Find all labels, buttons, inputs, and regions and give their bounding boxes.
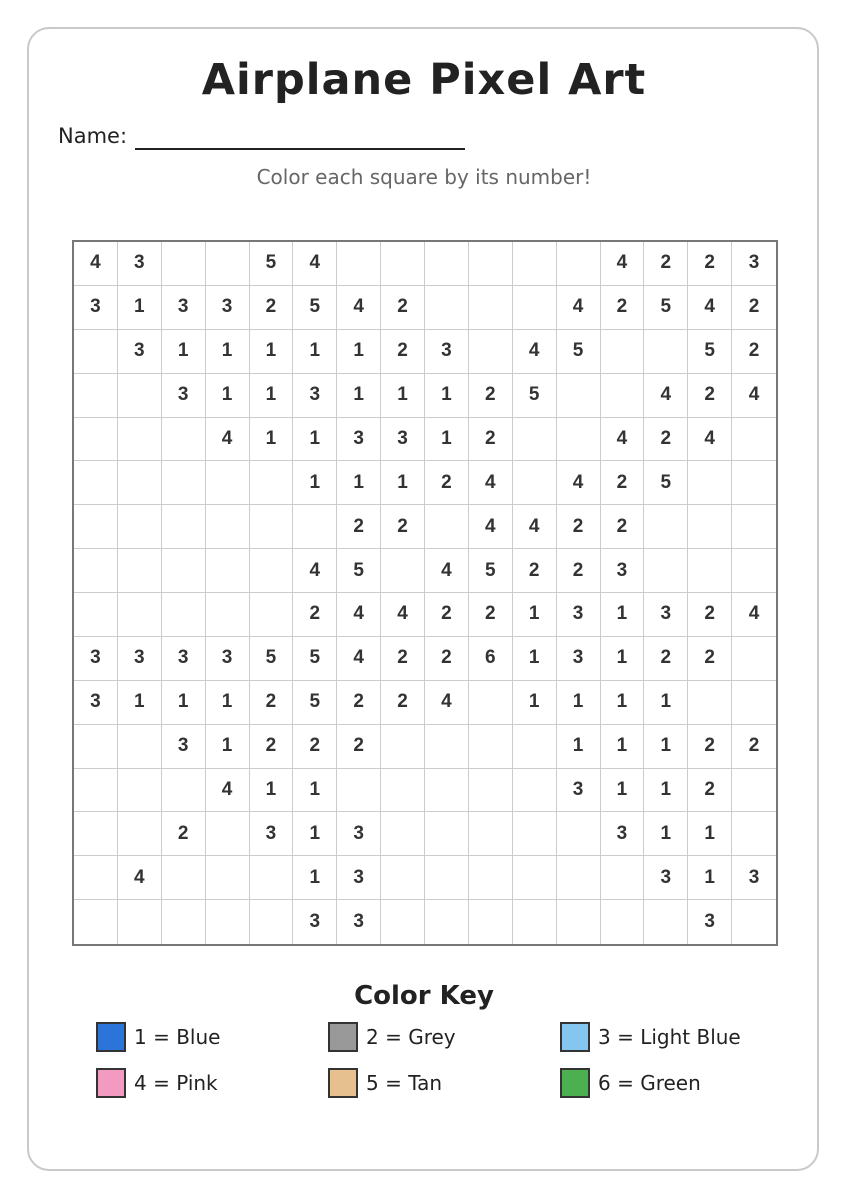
grid-cell[interactable] bbox=[732, 418, 776, 462]
grid-cell[interactable]: 1 bbox=[162, 681, 206, 725]
grid-cell[interactable] bbox=[469, 681, 513, 725]
grid-cell[interactable]: 5 bbox=[337, 549, 381, 593]
grid-cell[interactable]: 3 bbox=[337, 812, 381, 856]
grid-cell[interactable] bbox=[688, 549, 732, 593]
name-row bbox=[58, 122, 465, 150]
grid-cell[interactable] bbox=[74, 505, 118, 549]
grid-cell[interactable]: 3 bbox=[337, 418, 381, 462]
grid-cell[interactable] bbox=[250, 593, 294, 637]
grid-cell[interactable] bbox=[118, 593, 162, 637]
grid-cell[interactable]: 3 bbox=[557, 637, 601, 681]
color-swatch bbox=[328, 1068, 358, 1098]
grid-cell[interactable]: 1 bbox=[250, 374, 294, 418]
grid-cell[interactable] bbox=[469, 286, 513, 330]
grid-cell[interactable] bbox=[732, 505, 776, 549]
grid-cell[interactable]: 4 bbox=[425, 681, 469, 725]
grid-cell[interactable] bbox=[206, 856, 250, 900]
grid-cell[interactable] bbox=[469, 900, 513, 944]
grid-cell[interactable]: 1 bbox=[688, 856, 732, 900]
grid-cell[interactable] bbox=[513, 900, 557, 944]
grid-cell[interactable]: 2 bbox=[250, 286, 294, 330]
grid-cell[interactable] bbox=[337, 769, 381, 813]
grid-cell[interactable]: 1 bbox=[337, 330, 381, 374]
grid-cell[interactable]: 1 bbox=[250, 418, 294, 462]
color-swatch bbox=[560, 1022, 590, 1052]
grid-cell[interactable] bbox=[118, 461, 162, 505]
grid-cell[interactable]: 1 bbox=[381, 374, 425, 418]
grid-cell[interactable] bbox=[732, 769, 776, 813]
grid-cell[interactable]: 4 bbox=[469, 505, 513, 549]
grid-cell[interactable]: 1 bbox=[293, 769, 337, 813]
grid-cell[interactable] bbox=[425, 856, 469, 900]
color-key-item bbox=[560, 1066, 701, 1100]
grid-cell[interactable] bbox=[250, 505, 294, 549]
grid-cell[interactable]: 2 bbox=[293, 725, 337, 769]
grid-cell[interactable]: 1 bbox=[293, 856, 337, 900]
grid-cell[interactable]: 2 bbox=[337, 505, 381, 549]
grid-cell[interactable]: 2 bbox=[688, 242, 732, 286]
grid-cell[interactable]: 1 bbox=[557, 681, 601, 725]
grid-cell[interactable]: 2 bbox=[381, 330, 425, 374]
grid-cell[interactable] bbox=[425, 505, 469, 549]
grid-cell[interactable]: 4 bbox=[732, 374, 776, 418]
grid-cell[interactable]: 2 bbox=[250, 681, 294, 725]
grid-cell[interactable]: 4 bbox=[381, 593, 425, 637]
grid-cell[interactable] bbox=[293, 505, 337, 549]
grid-cell[interactable]: 2 bbox=[250, 725, 294, 769]
grid-cell[interactable] bbox=[425, 900, 469, 944]
grid-cell[interactable] bbox=[74, 374, 118, 418]
grid-cell[interactable]: 3 bbox=[74, 286, 118, 330]
grid-cell[interactable] bbox=[688, 681, 732, 725]
grid-cell[interactable]: 2 bbox=[601, 286, 645, 330]
grid-cell[interactable] bbox=[513, 725, 557, 769]
color-key-item bbox=[328, 1020, 456, 1054]
grid-cell[interactable]: 4 bbox=[337, 286, 381, 330]
grid-cell[interactable]: 1 bbox=[688, 812, 732, 856]
grid-cell[interactable] bbox=[644, 549, 688, 593]
grid-cell[interactable] bbox=[425, 725, 469, 769]
grid-cell[interactable]: 3 bbox=[293, 900, 337, 944]
grid-cell[interactable]: 3 bbox=[74, 681, 118, 725]
grid-cell[interactable]: 2 bbox=[601, 505, 645, 549]
grid-cell[interactable] bbox=[118, 549, 162, 593]
name-blank-line[interactable] bbox=[135, 126, 465, 150]
grid-cell[interactable]: 1 bbox=[513, 637, 557, 681]
grid-cell[interactable]: 4 bbox=[293, 242, 337, 286]
grid-cell[interactable]: 3 bbox=[162, 637, 206, 681]
grid-cell[interactable] bbox=[469, 856, 513, 900]
grid-cell[interactable]: 4 bbox=[688, 286, 732, 330]
grid-cell[interactable]: 5 bbox=[557, 330, 601, 374]
grid-cell[interactable]: 4 bbox=[601, 242, 645, 286]
grid-cell[interactable]: 3 bbox=[293, 374, 337, 418]
grid-cell[interactable] bbox=[469, 725, 513, 769]
grid-cell[interactable]: 2 bbox=[293, 593, 337, 637]
grid-cell[interactable]: 2 bbox=[732, 330, 776, 374]
grid-cell[interactable] bbox=[557, 812, 601, 856]
grid-cell[interactable] bbox=[381, 900, 425, 944]
grid-cell[interactable] bbox=[732, 900, 776, 944]
grid-cell[interactable]: 2 bbox=[337, 725, 381, 769]
grid-cell[interactable]: 2 bbox=[337, 681, 381, 725]
grid-cell[interactable] bbox=[644, 330, 688, 374]
instructions: Color each square by its number! bbox=[256, 165, 592, 189]
grid-cell[interactable]: 4 bbox=[557, 286, 601, 330]
grid-cell[interactable]: 1 bbox=[425, 418, 469, 462]
grid-cell[interactable]: 2 bbox=[688, 637, 732, 681]
grid-cell[interactable]: 1 bbox=[601, 681, 645, 725]
color-swatch bbox=[96, 1022, 126, 1052]
grid-cell[interactable]: 1 bbox=[601, 769, 645, 813]
grid-cell[interactable]: 4 bbox=[425, 549, 469, 593]
grid-cell[interactable]: 3 bbox=[206, 286, 250, 330]
grid-cell[interactable]: 4 bbox=[118, 856, 162, 900]
grid-cell[interactable]: 3 bbox=[206, 637, 250, 681]
grid-cell[interactable] bbox=[74, 549, 118, 593]
grid-cell[interactable] bbox=[381, 242, 425, 286]
color-swatch bbox=[328, 1022, 358, 1052]
grid-cell[interactable]: 2 bbox=[513, 549, 557, 593]
grid-cell[interactable]: 1 bbox=[644, 812, 688, 856]
grid-cell[interactable]: 2 bbox=[557, 549, 601, 593]
grid-cell[interactable]: 2 bbox=[469, 593, 513, 637]
grid-cell[interactable] bbox=[469, 242, 513, 286]
grid-cell[interactable]: 1 bbox=[206, 330, 250, 374]
color-key-label: 4 = Pink bbox=[134, 1071, 218, 1095]
grid-cell[interactable]: 2 bbox=[425, 637, 469, 681]
grid-cell[interactable]: 2 bbox=[688, 374, 732, 418]
color-swatch bbox=[96, 1068, 126, 1098]
grid-cell[interactable]: 4 bbox=[206, 769, 250, 813]
grid-cell[interactable]: 1 bbox=[118, 286, 162, 330]
grid-cell[interactable]: 1 bbox=[293, 330, 337, 374]
grid-cell[interactable] bbox=[469, 769, 513, 813]
grid-cell[interactable] bbox=[74, 330, 118, 374]
grid-cell[interactable] bbox=[74, 418, 118, 462]
color-key-label: 2 = Grey bbox=[366, 1025, 456, 1049]
grid-cell[interactable]: 3 bbox=[688, 900, 732, 944]
grid-cell[interactable] bbox=[381, 725, 425, 769]
grid-cell[interactable] bbox=[644, 900, 688, 944]
grid-cell[interactable] bbox=[162, 593, 206, 637]
grid-cell[interactable]: 3 bbox=[118, 330, 162, 374]
grid-cell[interactable]: 1 bbox=[381, 461, 425, 505]
grid-cell[interactable]: 3 bbox=[250, 812, 294, 856]
grid-cell[interactable] bbox=[557, 856, 601, 900]
grid-cell[interactable]: 2 bbox=[732, 286, 776, 330]
grid-cell[interactable] bbox=[206, 593, 250, 637]
grid-cell[interactable] bbox=[206, 549, 250, 593]
grid-cell[interactable] bbox=[206, 461, 250, 505]
grid-cell[interactable] bbox=[118, 725, 162, 769]
grid-cell[interactable] bbox=[513, 856, 557, 900]
grid-cell[interactable]: 3 bbox=[162, 374, 206, 418]
grid-cell[interactable] bbox=[732, 681, 776, 725]
grid-cell[interactable]: 2 bbox=[381, 505, 425, 549]
grid-cell[interactable]: 4 bbox=[206, 418, 250, 462]
grid-cell[interactable]: 2 bbox=[688, 769, 732, 813]
grid-cell[interactable]: 2 bbox=[688, 725, 732, 769]
grid-cell[interactable] bbox=[162, 461, 206, 505]
grid-cell[interactable]: 5 bbox=[688, 330, 732, 374]
grid-cell[interactable]: 5 bbox=[293, 637, 337, 681]
grid-cell[interactable]: 2 bbox=[381, 637, 425, 681]
grid-cell[interactable]: 1 bbox=[206, 725, 250, 769]
grid-cell[interactable] bbox=[557, 900, 601, 944]
grid-cell[interactable] bbox=[206, 242, 250, 286]
grid-cell[interactable]: 1 bbox=[601, 725, 645, 769]
grid-cell[interactable]: 3 bbox=[337, 856, 381, 900]
grid-cell[interactable]: 5 bbox=[293, 681, 337, 725]
color-key-label: 6 = Green bbox=[598, 1071, 701, 1095]
grid-cell[interactable]: 1 bbox=[293, 461, 337, 505]
grid-cell[interactable]: 3 bbox=[732, 242, 776, 286]
grid-cell[interactable] bbox=[557, 374, 601, 418]
grid-cell[interactable]: 2 bbox=[425, 461, 469, 505]
grid-cell[interactable] bbox=[381, 856, 425, 900]
grid-cell[interactable]: 1 bbox=[250, 769, 294, 813]
grid-cell[interactable] bbox=[74, 593, 118, 637]
color-key-item bbox=[328, 1066, 442, 1100]
color-key-item bbox=[96, 1020, 220, 1054]
grid-cell[interactable] bbox=[425, 812, 469, 856]
grid-cell[interactable]: 5 bbox=[293, 286, 337, 330]
grid-cell[interactable] bbox=[118, 418, 162, 462]
grid-cell[interactable]: 3 bbox=[162, 725, 206, 769]
grid-cell[interactable] bbox=[513, 242, 557, 286]
grid-cell[interactable] bbox=[688, 461, 732, 505]
grid-cell[interactable]: 2 bbox=[601, 461, 645, 505]
grid-cell[interactable] bbox=[732, 637, 776, 681]
grid-cell[interactable]: 1 bbox=[601, 637, 645, 681]
grid-cell[interactable]: 2 bbox=[644, 418, 688, 462]
grid-cell[interactable] bbox=[557, 418, 601, 462]
grid-cell[interactable]: 5 bbox=[469, 549, 513, 593]
grid-cell[interactable]: 3 bbox=[644, 593, 688, 637]
grid-cell[interactable] bbox=[162, 505, 206, 549]
grid-cell[interactable]: 1 bbox=[206, 681, 250, 725]
grid-cell[interactable] bbox=[74, 725, 118, 769]
color-key-title: Color Key bbox=[354, 981, 494, 1011]
grid-cell[interactable]: 4 bbox=[74, 242, 118, 286]
grid-cell[interactable] bbox=[381, 812, 425, 856]
grid-cell[interactable] bbox=[206, 505, 250, 549]
grid-cell[interactable] bbox=[162, 900, 206, 944]
grid-cell[interactable]: 1 bbox=[162, 330, 206, 374]
grid-cell[interactable]: 4 bbox=[293, 549, 337, 593]
name-label: Name: bbox=[58, 124, 128, 148]
grid-cell[interactable] bbox=[557, 242, 601, 286]
grid-cell[interactable] bbox=[118, 769, 162, 813]
grid-cell[interactable]: 1 bbox=[557, 725, 601, 769]
grid-cell[interactable]: 1 bbox=[250, 330, 294, 374]
grid-cell[interactable] bbox=[732, 812, 776, 856]
grid-cell[interactable] bbox=[118, 812, 162, 856]
grid-cell[interactable]: 3 bbox=[425, 330, 469, 374]
grid-cell[interactable] bbox=[425, 769, 469, 813]
grid-cell[interactable] bbox=[513, 286, 557, 330]
grid-cell[interactable]: 1 bbox=[337, 461, 381, 505]
grid-cell[interactable] bbox=[250, 856, 294, 900]
grid-cell[interactable]: 2 bbox=[557, 505, 601, 549]
grid-cell[interactable]: 4 bbox=[644, 374, 688, 418]
grid-cell[interactable]: 3 bbox=[601, 549, 645, 593]
grid-cell[interactable]: 1 bbox=[425, 374, 469, 418]
grid-cell[interactable] bbox=[74, 769, 118, 813]
grid-cell[interactable] bbox=[381, 549, 425, 593]
grid-cell[interactable] bbox=[206, 900, 250, 944]
grid-cell[interactable]: 4 bbox=[469, 461, 513, 505]
grid-cell[interactable] bbox=[162, 856, 206, 900]
color-key-item bbox=[560, 1020, 741, 1054]
grid-cell[interactable]: 2 bbox=[688, 593, 732, 637]
grid-cell[interactable]: 6 bbox=[469, 637, 513, 681]
grid-cell[interactable]: 3 bbox=[162, 286, 206, 330]
grid-cell[interactable] bbox=[732, 461, 776, 505]
grid-cell[interactable] bbox=[381, 769, 425, 813]
grid-cell[interactable]: 3 bbox=[118, 242, 162, 286]
grid-cell[interactable] bbox=[250, 461, 294, 505]
grid-cell[interactable] bbox=[74, 812, 118, 856]
grid-cell[interactable]: 3 bbox=[644, 856, 688, 900]
page-title: Airplane Pixel Art bbox=[201, 55, 647, 105]
grid-cell[interactable] bbox=[118, 374, 162, 418]
grid-cell[interactable] bbox=[513, 418, 557, 462]
grid-cell[interactable]: 5 bbox=[250, 242, 294, 286]
grid-cell[interactable] bbox=[250, 900, 294, 944]
grid-cell[interactable] bbox=[425, 286, 469, 330]
grid-cell[interactable] bbox=[74, 856, 118, 900]
grid-cell[interactable] bbox=[469, 330, 513, 374]
grid-cell[interactable]: 3 bbox=[74, 637, 118, 681]
color-key-label: 1 = Blue bbox=[134, 1025, 221, 1049]
grid-cell[interactable]: 4 bbox=[337, 637, 381, 681]
grid-cell[interactable]: 1 bbox=[293, 418, 337, 462]
grid-cell[interactable]: 5 bbox=[644, 461, 688, 505]
grid-cell[interactable]: 3 bbox=[557, 769, 601, 813]
grid-cell[interactable] bbox=[469, 812, 513, 856]
grid-cell[interactable]: 4 bbox=[601, 418, 645, 462]
grid-cell[interactable] bbox=[513, 812, 557, 856]
grid-cell[interactable]: 3 bbox=[118, 637, 162, 681]
color-key-item bbox=[96, 1066, 218, 1100]
grid-cell[interactable]: 4 bbox=[688, 418, 732, 462]
grid-cell[interactable] bbox=[644, 505, 688, 549]
grid-cell[interactable] bbox=[162, 242, 206, 286]
grid-cell[interactable]: 1 bbox=[601, 593, 645, 637]
grid-cell[interactable]: 2 bbox=[381, 286, 425, 330]
color-key-label: 3 = Light Blue bbox=[598, 1025, 741, 1049]
grid-cell[interactable]: 2 bbox=[644, 637, 688, 681]
grid-cell[interactable]: 2 bbox=[381, 681, 425, 725]
grid-cell[interactable]: 2 bbox=[469, 374, 513, 418]
grid-cell[interactable] bbox=[162, 418, 206, 462]
grid-cell[interactable] bbox=[162, 549, 206, 593]
grid-cell[interactable] bbox=[601, 374, 645, 418]
grid-cell[interactable]: 1 bbox=[513, 681, 557, 725]
grid-cell[interactable]: 2 bbox=[162, 812, 206, 856]
grid-cell[interactable]: 1 bbox=[513, 593, 557, 637]
grid-cell[interactable]: 1 bbox=[293, 812, 337, 856]
grid-cell[interactable] bbox=[206, 812, 250, 856]
grid-cell[interactable] bbox=[688, 505, 732, 549]
grid-cell[interactable] bbox=[425, 242, 469, 286]
grid-cell[interactable]: 3 bbox=[732, 856, 776, 900]
color-key-label: 5 = Tan bbox=[366, 1071, 443, 1095]
grid-cell[interactable] bbox=[118, 900, 162, 944]
color-swatch bbox=[560, 1068, 590, 1098]
grid-cell[interactable]: 3 bbox=[601, 812, 645, 856]
grid-cell[interactable]: 1 bbox=[337, 374, 381, 418]
pixel-grid bbox=[72, 240, 778, 946]
grid-cell[interactable] bbox=[601, 900, 645, 944]
grid-cell[interactable] bbox=[601, 856, 645, 900]
grid-cell[interactable]: 3 bbox=[337, 900, 381, 944]
grid-cell[interactable] bbox=[337, 242, 381, 286]
grid-cell[interactable]: 4 bbox=[557, 461, 601, 505]
grid-cell[interactable] bbox=[513, 769, 557, 813]
grid-cell[interactable]: 1 bbox=[644, 769, 688, 813]
grid-cell[interactable]: 4 bbox=[513, 505, 557, 549]
grid-cell[interactable]: 2 bbox=[732, 725, 776, 769]
grid-cell[interactable] bbox=[250, 549, 294, 593]
grid-cell[interactable]: 1 bbox=[118, 681, 162, 725]
grid-cell[interactable]: 4 bbox=[732, 593, 776, 637]
grid-cell[interactable]: 1 bbox=[644, 681, 688, 725]
grid-cell[interactable]: 2 bbox=[425, 593, 469, 637]
grid-cell[interactable]: 4 bbox=[337, 593, 381, 637]
grid-cell[interactable] bbox=[513, 461, 557, 505]
grid-cell[interactable]: 1 bbox=[206, 374, 250, 418]
grid-cell[interactable]: 3 bbox=[381, 418, 425, 462]
grid-cell[interactable] bbox=[118, 505, 162, 549]
grid-cell[interactable]: 4 bbox=[513, 330, 557, 374]
grid-cell[interactable]: 5 bbox=[250, 637, 294, 681]
grid-cell[interactable] bbox=[162, 769, 206, 813]
grid-cell[interactable]: 1 bbox=[644, 725, 688, 769]
grid-cell[interactable]: 2 bbox=[469, 418, 513, 462]
grid-cell[interactable]: 5 bbox=[644, 286, 688, 330]
grid-cell[interactable] bbox=[74, 461, 118, 505]
grid-cell[interactable] bbox=[74, 900, 118, 944]
grid-cell[interactable]: 2 bbox=[644, 242, 688, 286]
grid-cell[interactable]: 3 bbox=[557, 593, 601, 637]
grid-cell[interactable]: 5 bbox=[513, 374, 557, 418]
grid-cell[interactable] bbox=[732, 549, 776, 593]
grid-cell[interactable] bbox=[601, 330, 645, 374]
